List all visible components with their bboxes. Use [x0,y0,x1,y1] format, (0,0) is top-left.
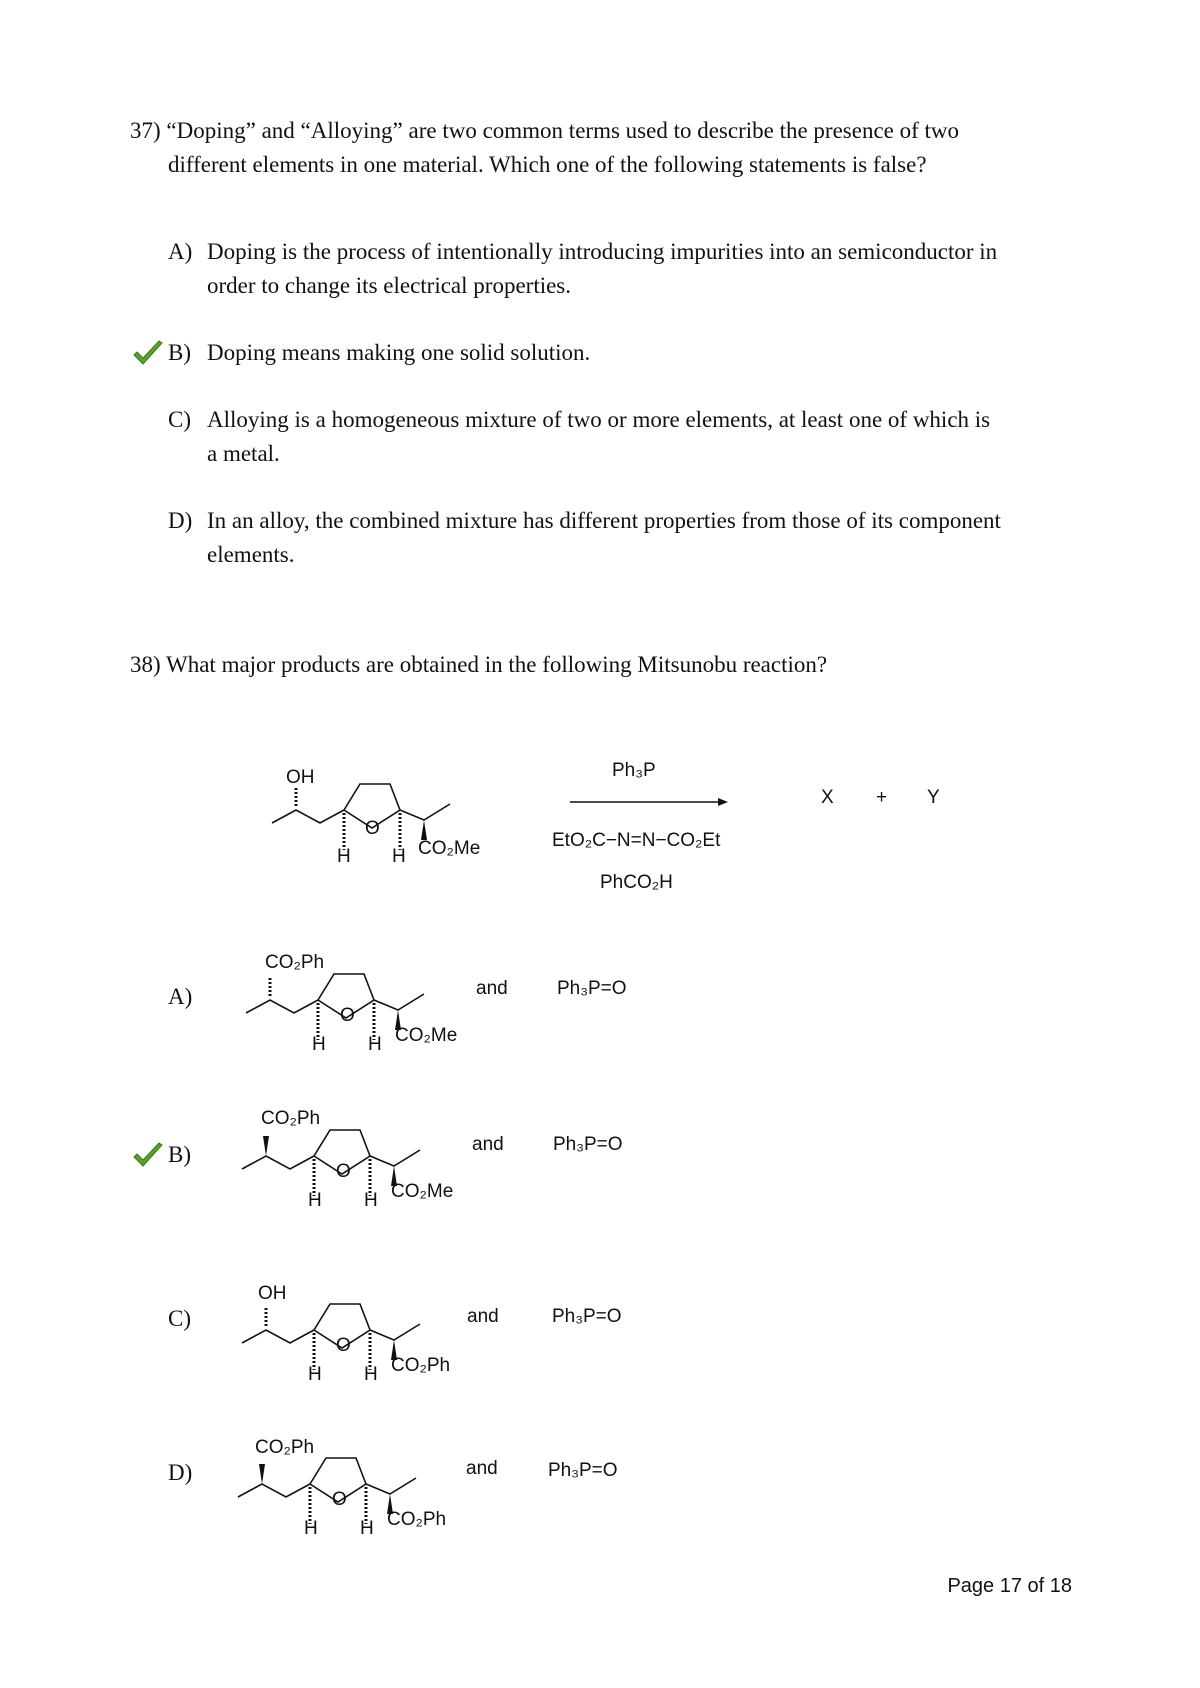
and-label: and [476,978,508,999]
ester-label: CO₂Me [418,838,481,859]
h-label: H [337,846,351,867]
option-letter: D) [168,1460,193,1485]
and-label: and [466,1458,498,1479]
ester-label: CO₂Ph [387,1509,447,1530]
option-structure [240,960,480,1070]
option-structure [232,1444,472,1554]
option-letter: C) [168,1306,191,1331]
option-structure [236,1290,476,1400]
byproduct-label: Ph₃P=O [548,1460,618,1481]
h-label: H [308,1190,322,1211]
ester-label: CO₂Me [391,1181,454,1202]
byproduct-label: Ph₃P=O [552,1306,622,1327]
and-label: and [467,1306,499,1327]
top-group-label: CO₂Ph [261,1108,321,1129]
page-number: Page 17 of 18 [947,1575,1072,1597]
h-label: H [308,1364,322,1385]
option-letter: B) [168,1142,191,1167]
ring-oxygen-label: O [332,1489,347,1510]
product-y: Y [927,787,940,808]
option-text-line1: Alloying is a homogeneous mixture of two or more elements, at least one of which is [207,407,991,432]
option-letter: A) [168,239,193,264]
reagent-benzoic-acid: PhCO₂H [600,872,673,893]
checkmark-icon [132,1142,164,1170]
plus-sign: + [876,787,888,808]
ring-oxygen-label: O [340,1005,355,1026]
option-text-line1: Doping is the process of intentionally introducing impurities into an semiconductor in [207,239,998,264]
question-text: What major products are obtained in the following Mitsunobu reaction? [166,652,828,677]
ring-oxygen-label: O [336,1161,351,1182]
h-label: H [364,1364,378,1385]
reagent-ph3p: Ph₃P [612,760,656,781]
option-letter: A) [168,984,193,1009]
top-group-label: OH [258,1283,287,1304]
top-group-label: CO₂Ph [265,952,325,973]
product-x: X [821,787,834,808]
checkmark-icon [132,340,164,368]
reaction-arrow [570,796,730,808]
h-label: H [312,1034,326,1055]
option-letter: B) [168,340,191,365]
option-text-line1: Doping means making one solid solution. [207,340,591,365]
question-number: 38) [130,652,161,677]
oh-label: OH [286,767,315,788]
byproduct-label: Ph₃P=O [557,978,627,999]
option-text-line2: order to change its electrical properties. [207,273,572,298]
h-label: H [364,1190,378,1211]
h-label: H [392,846,406,867]
h-label: H [304,1518,318,1539]
h-label: H [368,1034,382,1055]
byproduct-label: Ph₃P=O [553,1134,623,1155]
option-text-line2: elements. [207,542,295,567]
ester-label: CO₂Ph [391,1355,451,1376]
and-label: and [472,1134,504,1155]
option-letter: C) [168,407,191,432]
question-text-line2: different elements in one material. Which one of the following statements is false? [168,152,927,177]
option-text-line2: a metal. [207,441,280,466]
question-text-line1: “Doping” and “Alloying” are two common terms used to describe the presence of two [166,118,960,143]
option-structure [236,1116,476,1226]
ring-oxygen-label: O [365,818,380,839]
reagent-dead: EtO₂C−N=N−CO₂Et [552,830,721,851]
question-number: 37) [130,118,161,143]
option-letter: D) [168,508,193,533]
ester-label: CO₂Me [395,1025,458,1046]
top-group-label: CO₂Ph [255,1437,315,1458]
h-label: H [360,1518,374,1539]
ring-oxygen-label: O [336,1335,351,1356]
option-text-line1: In an alloy, the combined mixture has different properties from those of its component [207,508,1001,533]
